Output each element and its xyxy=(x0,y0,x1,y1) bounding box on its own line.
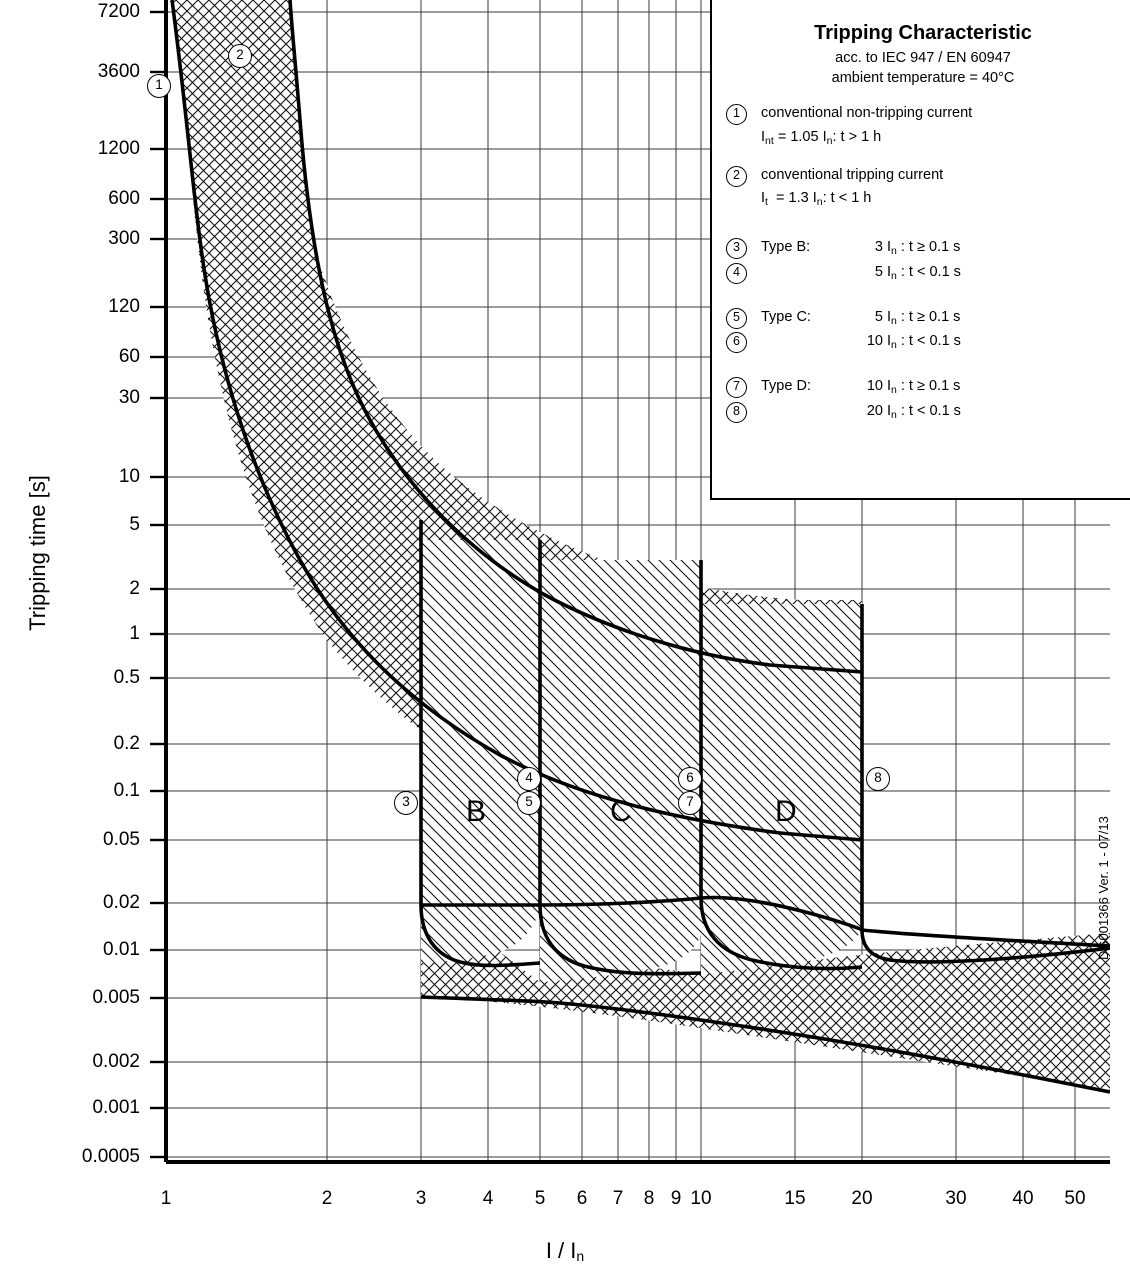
x-tick: 20 xyxy=(851,1188,873,1209)
y-tick: 2 xyxy=(129,578,140,599)
legend-type-6 xyxy=(726,331,1120,354)
y-axis-tick-labels xyxy=(0,0,140,1280)
x-tick: 6 xyxy=(576,1188,588,1209)
legend-subtitle-1: acc. to IEC 947 / EN 60947 xyxy=(835,50,1011,66)
legend-item-2-val: = 1.3 I xyxy=(776,190,817,207)
y-tick: 1 xyxy=(129,623,140,644)
legend-type-7 xyxy=(726,376,1120,399)
legend-type-5-cond: : t ≥ 0.1 s xyxy=(900,308,961,325)
x-tick: 9 xyxy=(670,1188,682,1209)
legend-type-4-text xyxy=(761,262,961,285)
legend-badge-6: 6 xyxy=(726,332,747,353)
x-tick: 40 xyxy=(1012,1188,1034,1209)
legend-item-2-sub2: n xyxy=(816,196,823,209)
legend-type-7-cond: : t ≥ 0.1 s xyxy=(900,378,961,395)
legend-badge-2: 2 xyxy=(726,166,747,187)
legend-type-8 xyxy=(726,401,1120,424)
legend-item-2-line2 xyxy=(761,188,943,211)
legend-type-3-sub: n xyxy=(891,245,897,258)
y-tick: 0.002 xyxy=(92,1051,140,1072)
x-axis-title-text: I / I xyxy=(545,1238,577,1263)
legend-text-1 xyxy=(761,103,972,150)
legend-type-8-cond: : t < 0.1 s xyxy=(900,402,961,419)
y-tick: 0.02 xyxy=(103,892,140,913)
x-tick: 15 xyxy=(784,1188,806,1209)
legend-item-2-tail: : t < 1 h xyxy=(822,190,872,207)
legend-type-3-mult: 3 I xyxy=(874,239,891,256)
legend-box xyxy=(710,0,1130,500)
magnetic-band-c xyxy=(540,560,701,982)
y-axis-title: Tripping time [s] xyxy=(25,475,50,631)
callout-6: 6 xyxy=(678,767,702,791)
y-tick: 30 xyxy=(118,387,140,408)
x-axis-title-sub: n xyxy=(576,1248,585,1264)
callout-8: 8 xyxy=(866,767,890,791)
y-tick: 1200 xyxy=(97,138,140,159)
x-tick: 7 xyxy=(612,1188,624,1209)
legend-badge-1: 1 xyxy=(726,104,747,125)
callout-2: 2 xyxy=(228,44,252,68)
y-tick: 0.05 xyxy=(103,829,140,850)
legend-item-2-line1: conventional tripping current xyxy=(761,166,944,183)
x-tick: 30 xyxy=(945,1188,967,1209)
legend-item-1-line2 xyxy=(761,127,972,150)
legend-title: Tripping Characteristic xyxy=(814,22,1032,44)
legend-type-7-sub: n xyxy=(891,384,897,397)
legend-item-1 xyxy=(726,103,1120,150)
legend-type-5-text xyxy=(761,307,960,330)
x-tick: 3 xyxy=(415,1188,427,1209)
legend-type-7-text xyxy=(761,376,960,399)
legend-type-5-sub: n xyxy=(891,314,897,327)
legend-type-5 xyxy=(726,307,1120,330)
legend-type-7-name: Type D: xyxy=(761,378,811,395)
x-tick: 1 xyxy=(160,1188,172,1209)
d-upper-edge xyxy=(862,604,1110,962)
legend-type-6-cond: : t < 0.1 s xyxy=(900,333,961,350)
legend-item-1-sub2: n xyxy=(826,134,833,147)
y-tick: 0.5 xyxy=(113,667,140,688)
callout-7: 7 xyxy=(678,791,702,815)
y-tick: 10 xyxy=(118,466,140,487)
legend-item-2-sym: I xyxy=(761,190,766,207)
legend-type-4-mult: 5 I xyxy=(874,263,891,280)
x-tick: 5 xyxy=(534,1188,546,1209)
legend-type-7-mult: 10 I xyxy=(866,378,891,395)
legend-badge-5: 5 xyxy=(726,308,747,329)
legend-type-4 xyxy=(726,262,1120,285)
legend-type-8-sub: n xyxy=(891,408,897,421)
callout-3: 3 xyxy=(394,791,418,815)
zone-label-c: C xyxy=(610,795,632,828)
legend-type-8-text xyxy=(761,401,961,424)
legend-type-6-mult: 10 I xyxy=(866,333,891,350)
legend-item-1-sym: I xyxy=(761,128,766,145)
y-tick: 300 xyxy=(108,228,140,249)
x-tick: 2 xyxy=(321,1188,333,1209)
zone-label-d: D xyxy=(775,795,797,828)
legend-item-1-line1: conventional non-tripping current xyxy=(761,105,973,122)
legend-badge-3: 3 xyxy=(726,238,747,259)
x-tick: 8 xyxy=(643,1188,655,1209)
document-code: DG001366 Ver. 1 - 07/13 xyxy=(1096,816,1111,960)
legend-type-6-sub: n xyxy=(891,339,897,352)
legend-text-2 xyxy=(761,165,943,212)
x-tick: 10 xyxy=(690,1188,712,1209)
callout-1: 1 xyxy=(147,74,171,98)
legend-type-5-name: Type C: xyxy=(761,308,811,325)
legend-badge-8: 8 xyxy=(726,402,747,423)
y-tick: 0.0005 xyxy=(81,1146,140,1167)
y-tick: 0.1 xyxy=(113,780,140,801)
legend-item-2-sub: t xyxy=(765,196,768,209)
y-tick: 60 xyxy=(118,346,140,367)
legend-type-3-cond: : t ≥ 0.1 s xyxy=(900,239,961,256)
legend-type-3 xyxy=(726,237,1120,260)
y-tick: 0.2 xyxy=(113,733,140,754)
y-tick: 0.01 xyxy=(103,939,140,960)
callout-5: 5 xyxy=(517,791,541,815)
x-tick: 50 xyxy=(1064,1188,1086,1209)
legend-badge-4: 4 xyxy=(726,263,747,284)
x-axis-title xyxy=(0,1238,1130,1264)
legend-type-5-mult: 5 I xyxy=(874,308,891,325)
legend-type-4-sub: n xyxy=(891,269,897,282)
y-tick: 120 xyxy=(108,296,140,317)
legend-item-2 xyxy=(726,165,1120,212)
legend-type-3-text xyxy=(761,237,960,260)
y-tick: 0.001 xyxy=(92,1097,140,1118)
y-tick: 0.005 xyxy=(92,987,140,1008)
callout-4: 4 xyxy=(517,767,541,791)
legend-item-1-val: = 1.05 I xyxy=(777,128,827,145)
legend-subtitle-2: ambient temperature = 40°C xyxy=(831,69,1015,86)
y-tick: 600 xyxy=(108,188,140,209)
legend-type-3-name: Type B: xyxy=(761,239,811,256)
y-tick: 7200 xyxy=(97,1,140,22)
zone-label-b: B xyxy=(466,795,487,828)
magnetic-band-b xyxy=(421,540,540,963)
legend-item-1-sub: nt xyxy=(765,134,774,147)
y-tick: 5 xyxy=(129,514,140,535)
legend-type-8-mult: 20 I xyxy=(866,402,891,419)
y-tick: 3600 xyxy=(97,61,140,82)
legend-item-1-tail: : t > 1 h xyxy=(832,128,882,145)
legend-badge-7: 7 xyxy=(726,377,747,398)
x-tick: 4 xyxy=(482,1188,494,1209)
legend-type-4-cond: : t < 0.1 s xyxy=(900,263,961,280)
legend-type-6-text xyxy=(761,331,961,354)
